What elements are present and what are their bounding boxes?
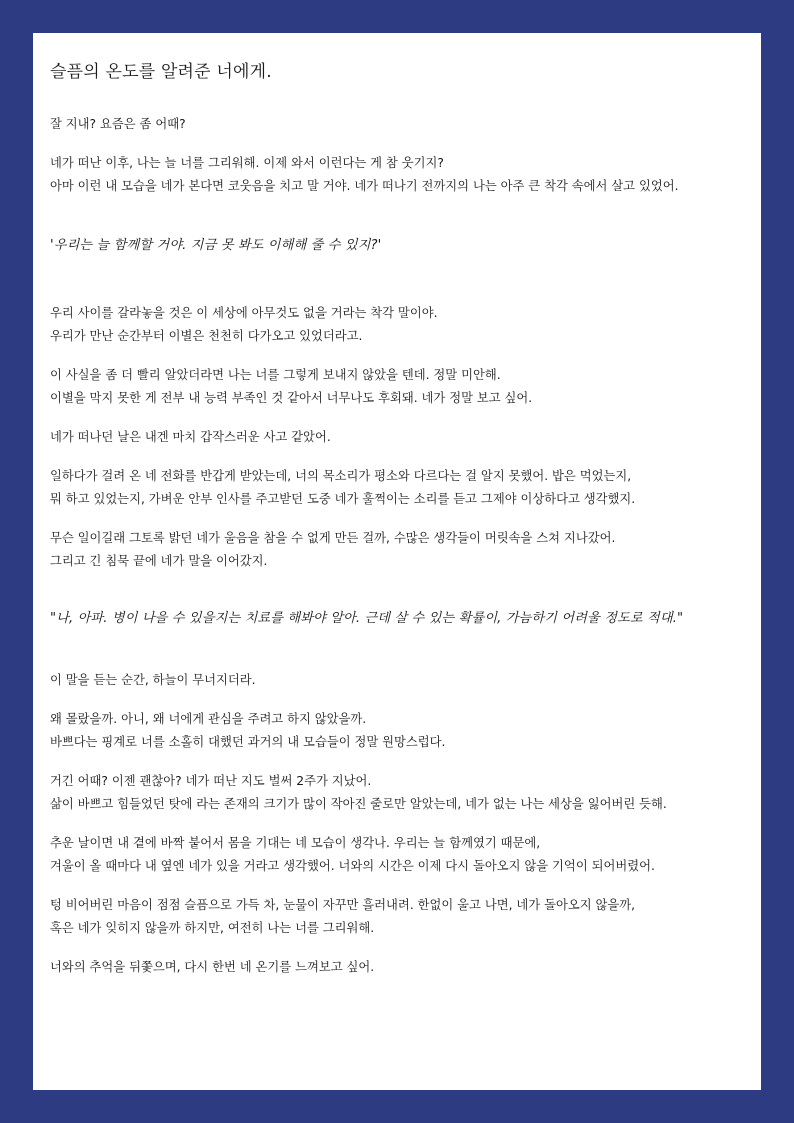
paragraph-9-line-2: 삶이 바쁘고 힘들었던 탓에 라는 존재의 크기가 많이 작아진 줄로만 알았는데, 네가 없는 나는 세상을 잃어버린 듯해. <box>50 797 667 811</box>
paragraph-6-line-2: 그리고 긴 침묵 끝에 네가 말을 이어갔지. <box>50 554 268 568</box>
paragraph-1-line-2: 아마 이런 내 모습을 네가 본다면 코웃음을 치고 말 거야. 네가 떠나기 전까지의 나는 아주 큰 착각 속에서 살고 있었어. <box>50 179 679 193</box>
quote-1: '우리는 늘 함께할 거야. 지금 못 봐도 이해해 줄 수 있지?' <box>50 238 382 253</box>
letter-title: 슬픔의 온도를 알려준 너에게. <box>50 62 272 82</box>
paragraph-2-line-2: 우리가 만난 순간부터 이별은 천천히 다가오고 있었더라고. <box>50 329 363 343</box>
paragraph-11-line-1: 텅 비어버린 마음이 점점 슬픔으로 가득 차, 눈물이 자꾸만 흘러내려. 한없이 울고 나면, 네가 돌아오지 않을까, <box>50 898 636 912</box>
greeting: 잘 지내? 요즘은 좀 어때? <box>50 117 186 131</box>
paragraph-7: 이 말을 듣는 순간, 하늘이 무너지더라. <box>50 673 256 687</box>
quote-2: "나, 아파. 병이 나을 수 있을지는 치료를 해봐야 알아. 근데 살 수 있는 확률이, 가늠하기 어려울 정도로 적대." <box>50 611 684 626</box>
paragraph-10-line-1: 추운 날이면 내 곁에 바짝 붙어서 몸을 기대는 네 모습이 생각나. 우리는 늘 함께였기 때문에, <box>50 836 541 850</box>
paragraph-4: 네가 떠나던 날은 내겐 마치 갑작스러운 사고 같았어. <box>50 430 331 444</box>
paragraph-5-line-1: 일하다가 걸려 온 네 전화를 반갑게 받았는데, 너의 목소리가 평소와 다르다는 걸 알지 못했어. 밥은 먹었는지, <box>50 469 632 483</box>
paragraph-6-line-1: 무슨 일이길래 그토록 밝던 네가 울음을 참을 수 없게 만든 걸까, 수많은 생각들이 머릿속을 스쳐 지나갔어. <box>50 531 616 545</box>
letter-page <box>33 33 761 1090</box>
paragraph-12: 너와의 추억을 뒤쫓으며, 다시 한번 네 온기를 느껴보고 싶어. <box>50 960 375 974</box>
paragraph-10-line-2: 겨울이 올 때마다 내 옆엔 네가 있을 거라고 생각했어. 너와의 시간은 이제 다시 돌아오지 않을 기억이 되어버렸어. <box>50 859 655 873</box>
paragraph-1-line-1: 네가 떠난 이후, 나는 늘 너를 그리워해. 이제 와서 이런다는 게 참 웃기지? <box>50 156 444 170</box>
paragraph-11-line-2: 혹은 네가 잊히지 않을까 하지만, 여전히 나는 너를 그리워해. <box>50 921 375 935</box>
paragraph-3-line-2: 이별을 막지 못한 게 전부 내 능력 부족인 것 같아서 너무나도 후회돼. 네가 정말 보고 싶어. <box>50 391 533 405</box>
paragraph-3-line-1: 이 사실을 좀 더 빨리 알았더라면 나는 너를 그렇게 보내지 않았을 텐데. 정말 미안해. <box>50 368 501 382</box>
paragraph-8-line-2: 바쁘다는 핑계로 너를 소홀히 대했던 과거의 내 모습들이 정말 원망스럽다. <box>50 735 446 749</box>
paragraph-5-line-2: 뭐 하고 있었는지, 가벼운 안부 인사를 주고받던 도중 네가 훌쩍이는 소리를 듣고 그제야 이상하다고 생각했지. <box>50 492 636 506</box>
paragraph-2-line-1: 우리 사이를 갈라놓을 것은 이 세상에 아무것도 없을 거라는 착각 말이야. <box>50 306 438 320</box>
paragraph-8-line-1: 왜 몰랐을까. 아니, 왜 너에게 관심을 주려고 하지 않았을까. <box>50 712 367 726</box>
paragraph-9-line-1: 거긴 어때? 이젠 괜찮아? 네가 떠난 지도 벌써 2주가 지났어. <box>50 774 372 788</box>
